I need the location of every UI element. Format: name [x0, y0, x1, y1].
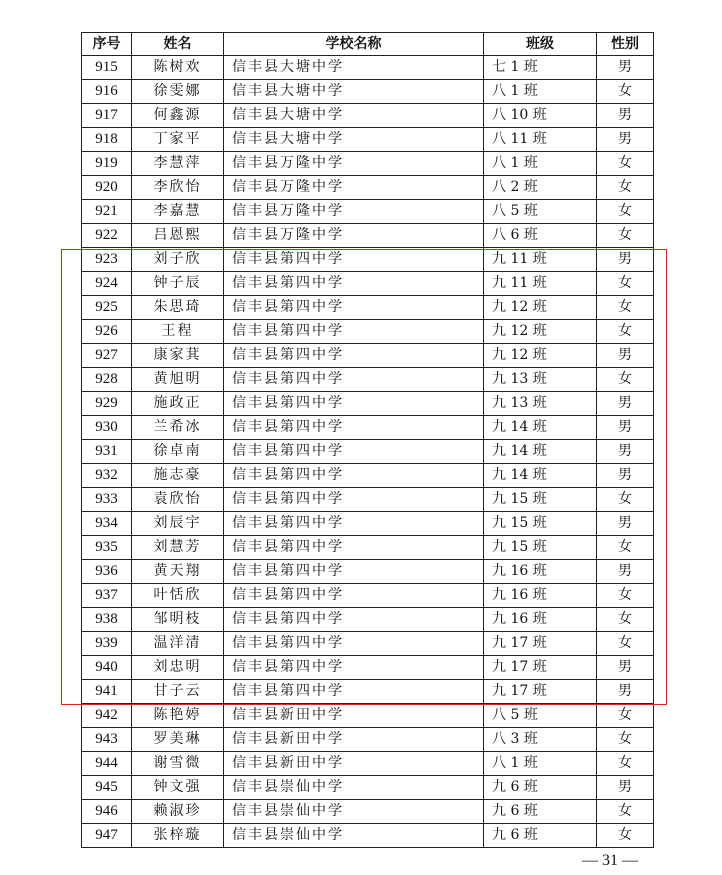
gender: 女: [597, 272, 654, 296]
row-index: 923: [82, 248, 132, 272]
gender: 女: [597, 608, 654, 632]
class-name: 九 14 班: [484, 464, 597, 488]
table-row: [82, 752, 654, 776]
class-name: 九 16 班: [484, 608, 597, 632]
school-name: 信丰县第四中学: [224, 392, 484, 416]
school-name: 信丰县第四中学: [224, 536, 484, 560]
student-name: 李嘉慧: [132, 200, 224, 224]
school-name: 信丰县第四中学: [224, 344, 484, 368]
table-row: [82, 80, 654, 104]
student-name: 徐卓南: [132, 440, 224, 464]
gender: 男: [597, 248, 654, 272]
class-name: 九 13 班: [484, 392, 597, 416]
gender: 男: [597, 512, 654, 536]
row-index: 946: [82, 800, 132, 824]
school-name: 信丰县崇仙中学: [224, 776, 484, 800]
school-name: 信丰县第四中学: [224, 440, 484, 464]
row-index: 919: [82, 152, 132, 176]
student-name: 陈艳婷: [132, 704, 224, 728]
row-index: 928: [82, 368, 132, 392]
row-index: 929: [82, 392, 132, 416]
header-school: 学校名称: [224, 33, 484, 56]
gender: 女: [597, 824, 654, 848]
row-index: 942: [82, 704, 132, 728]
page-number: — 31 —: [582, 852, 638, 869]
gender: 男: [597, 464, 654, 488]
table-row: [82, 320, 654, 344]
student-name: 邹明枝: [132, 608, 224, 632]
header-index: 序号: [82, 33, 132, 56]
class-name: 七 1 班: [484, 56, 597, 80]
row-index: 918: [82, 128, 132, 152]
class-name: 九 6 班: [484, 824, 597, 848]
class-name: 八 2 班: [484, 176, 597, 200]
student-name: 张梓璇: [132, 824, 224, 848]
student-name: 李欣怡: [132, 176, 224, 200]
row-index: 920: [82, 176, 132, 200]
gender: 女: [597, 296, 654, 320]
gender: 男: [597, 392, 654, 416]
table-row: [82, 296, 654, 320]
school-name: 信丰县万隆中学: [224, 200, 484, 224]
student-name: 钟文强: [132, 776, 224, 800]
gender: 女: [597, 368, 654, 392]
table-row: [82, 128, 654, 152]
gender: 男: [597, 776, 654, 800]
row-index: 938: [82, 608, 132, 632]
school-name: 信丰县新田中学: [224, 704, 484, 728]
table-row: [82, 200, 654, 224]
student-name: 丁家平: [132, 128, 224, 152]
school-name: 信丰县第四中学: [224, 488, 484, 512]
school-name: 信丰县第四中学: [224, 416, 484, 440]
gender: 女: [597, 536, 654, 560]
class-name: 九 12 班: [484, 344, 597, 368]
row-index: 926: [82, 320, 132, 344]
table-row: [82, 344, 654, 368]
row-index: 915: [82, 56, 132, 80]
row-index: 933: [82, 488, 132, 512]
school-name: 信丰县崇仙中学: [224, 824, 484, 848]
school-name: 信丰县万隆中学: [224, 224, 484, 248]
student-name: 刘忠明: [132, 656, 224, 680]
table-row: [82, 416, 654, 440]
class-name: 九 6 班: [484, 776, 597, 800]
table-row: [82, 704, 654, 728]
school-name: 信丰县第四中学: [224, 608, 484, 632]
student-name: 黄天翔: [132, 560, 224, 584]
class-name: 八 6 班: [484, 224, 597, 248]
class-name: 九 17 班: [484, 680, 597, 704]
row-index: 947: [82, 824, 132, 848]
school-name: 信丰县大塘中学: [224, 104, 484, 128]
row-index: 917: [82, 104, 132, 128]
school-name: 信丰县第四中学: [224, 464, 484, 488]
header-class: 班级: [484, 33, 597, 56]
student-name: 康家萁: [132, 344, 224, 368]
student-name: 黄旭明: [132, 368, 224, 392]
gender: 女: [597, 488, 654, 512]
row-index: 940: [82, 656, 132, 680]
table-row: [82, 512, 654, 536]
student-name: 刘辰宇: [132, 512, 224, 536]
table-row: [82, 728, 654, 752]
student-name: 吕恩熙: [132, 224, 224, 248]
school-name: 信丰县第四中学: [224, 584, 484, 608]
school-name: 信丰县大塘中学: [224, 56, 484, 80]
table-row: [82, 560, 654, 584]
school-name: 信丰县第四中学: [224, 320, 484, 344]
table-row: [82, 584, 654, 608]
school-name: 信丰县第四中学: [224, 680, 484, 704]
row-index: 943: [82, 728, 132, 752]
student-name: 李慧萍: [132, 152, 224, 176]
table-row: [82, 776, 654, 800]
student-name: 甘子云: [132, 680, 224, 704]
row-index: 935: [82, 536, 132, 560]
table-row: [82, 632, 654, 656]
class-name: 八 1 班: [484, 152, 597, 176]
row-index: 934: [82, 512, 132, 536]
row-index: 922: [82, 224, 132, 248]
class-name: 九 13 班: [484, 368, 597, 392]
table-row: [82, 536, 654, 560]
gender: 女: [597, 704, 654, 728]
gender: 女: [597, 752, 654, 776]
student-name: 赖淑珍: [132, 800, 224, 824]
student-name: 钟子辰: [132, 272, 224, 296]
table-row: [82, 152, 654, 176]
row-index: 937: [82, 584, 132, 608]
table-row: [82, 224, 654, 248]
row-index: 924: [82, 272, 132, 296]
school-name: 信丰县万隆中学: [224, 152, 484, 176]
gender: 男: [597, 128, 654, 152]
class-name: 八 10 班: [484, 104, 597, 128]
table-row: [82, 464, 654, 488]
row-index: 945: [82, 776, 132, 800]
school-name: 信丰县大塘中学: [224, 128, 484, 152]
student-name: 施志豪: [132, 464, 224, 488]
row-index: 930: [82, 416, 132, 440]
row-index: 916: [82, 80, 132, 104]
table-row: [82, 368, 654, 392]
gender: 男: [597, 104, 654, 128]
gender: 女: [597, 80, 654, 104]
student-name: 王程: [132, 320, 224, 344]
school-name: 信丰县崇仙中学: [224, 800, 484, 824]
class-name: 八 5 班: [484, 704, 597, 728]
gender: 女: [597, 632, 654, 656]
row-index: 941: [82, 680, 132, 704]
row-index: 921: [82, 200, 132, 224]
school-name: 信丰县第四中学: [224, 656, 484, 680]
student-name: 徐雯娜: [132, 80, 224, 104]
gender: 女: [597, 224, 654, 248]
table-row: [82, 272, 654, 296]
row-index: 931: [82, 440, 132, 464]
gender: 女: [597, 176, 654, 200]
class-name: 九 14 班: [484, 440, 597, 464]
school-name: 信丰县大塘中学: [224, 80, 484, 104]
table-row: [82, 56, 654, 80]
row-index: 932: [82, 464, 132, 488]
student-name: 叶恬欣: [132, 584, 224, 608]
student-name: 温洋清: [132, 632, 224, 656]
table-row: [82, 104, 654, 128]
class-name: 八 11 班: [484, 128, 597, 152]
gender: 女: [597, 320, 654, 344]
student-name: 袁欣怡: [132, 488, 224, 512]
row-index: 927: [82, 344, 132, 368]
class-name: 九 11 班: [484, 248, 597, 272]
student-name: 施政正: [132, 392, 224, 416]
class-name: 九 15 班: [484, 512, 597, 536]
table-header-row: [82, 33, 654, 56]
table-row: [82, 824, 654, 848]
gender: 男: [597, 440, 654, 464]
class-name: 八 1 班: [484, 752, 597, 776]
school-name: 信丰县新田中学: [224, 752, 484, 776]
table-row: [82, 488, 654, 512]
student-name: 罗美琳: [132, 728, 224, 752]
gender: 女: [597, 800, 654, 824]
student-name: 刘子欣: [132, 248, 224, 272]
table-row: [82, 248, 654, 272]
school-name: 信丰县第四中学: [224, 296, 484, 320]
class-name: 九 16 班: [484, 584, 597, 608]
class-name: 九 15 班: [484, 488, 597, 512]
student-list-table: [81, 32, 654, 848]
class-name: 九 12 班: [484, 320, 597, 344]
class-name: 九 6 班: [484, 800, 597, 824]
class-name: 八 1 班: [484, 80, 597, 104]
row-index: 944: [82, 752, 132, 776]
school-name: 信丰县第四中学: [224, 632, 484, 656]
class-name: 八 3 班: [484, 728, 597, 752]
gender: 男: [597, 344, 654, 368]
school-name: 信丰县新田中学: [224, 728, 484, 752]
student-name: 何鑫源: [132, 104, 224, 128]
header-gender: 性别: [597, 33, 654, 56]
student-name: 刘慧芳: [132, 536, 224, 560]
gender: 女: [597, 152, 654, 176]
gender: 男: [597, 656, 654, 680]
gender: 男: [597, 416, 654, 440]
class-name: 九 11 班: [484, 272, 597, 296]
class-name: 九 17 班: [484, 632, 597, 656]
row-index: 939: [82, 632, 132, 656]
class-name: 九 16 班: [484, 560, 597, 584]
school-name: 信丰县第四中学: [224, 272, 484, 296]
row-index: 925: [82, 296, 132, 320]
class-name: 九 15 班: [484, 536, 597, 560]
school-name: 信丰县第四中学: [224, 368, 484, 392]
gender: 女: [597, 200, 654, 224]
gender: 女: [597, 584, 654, 608]
table-body: [82, 56, 654, 848]
table-row: [82, 608, 654, 632]
gender: 男: [597, 560, 654, 584]
class-name: 九 14 班: [484, 416, 597, 440]
student-name: 陈树欢: [132, 56, 224, 80]
student-name: 兰希冰: [132, 416, 224, 440]
student-name: 谢雪微: [132, 752, 224, 776]
class-name: 九 17 班: [484, 656, 597, 680]
table-row: [82, 392, 654, 416]
table-row: [82, 800, 654, 824]
school-name: 信丰县第四中学: [224, 512, 484, 536]
table-row: [82, 440, 654, 464]
gender: 男: [597, 56, 654, 80]
class-name: 八 5 班: [484, 200, 597, 224]
student-name: 朱思琦: [132, 296, 224, 320]
school-name: 信丰县第四中学: [224, 248, 484, 272]
table-row: [82, 176, 654, 200]
school-name: 信丰县第四中学: [224, 560, 484, 584]
class-name: 九 12 班: [484, 296, 597, 320]
header-name: 姓名: [132, 33, 224, 56]
row-index: 936: [82, 560, 132, 584]
gender: 女: [597, 728, 654, 752]
school-name: 信丰县万隆中学: [224, 176, 484, 200]
table-row: [82, 680, 654, 704]
table-row: [82, 656, 654, 680]
gender: 男: [597, 680, 654, 704]
